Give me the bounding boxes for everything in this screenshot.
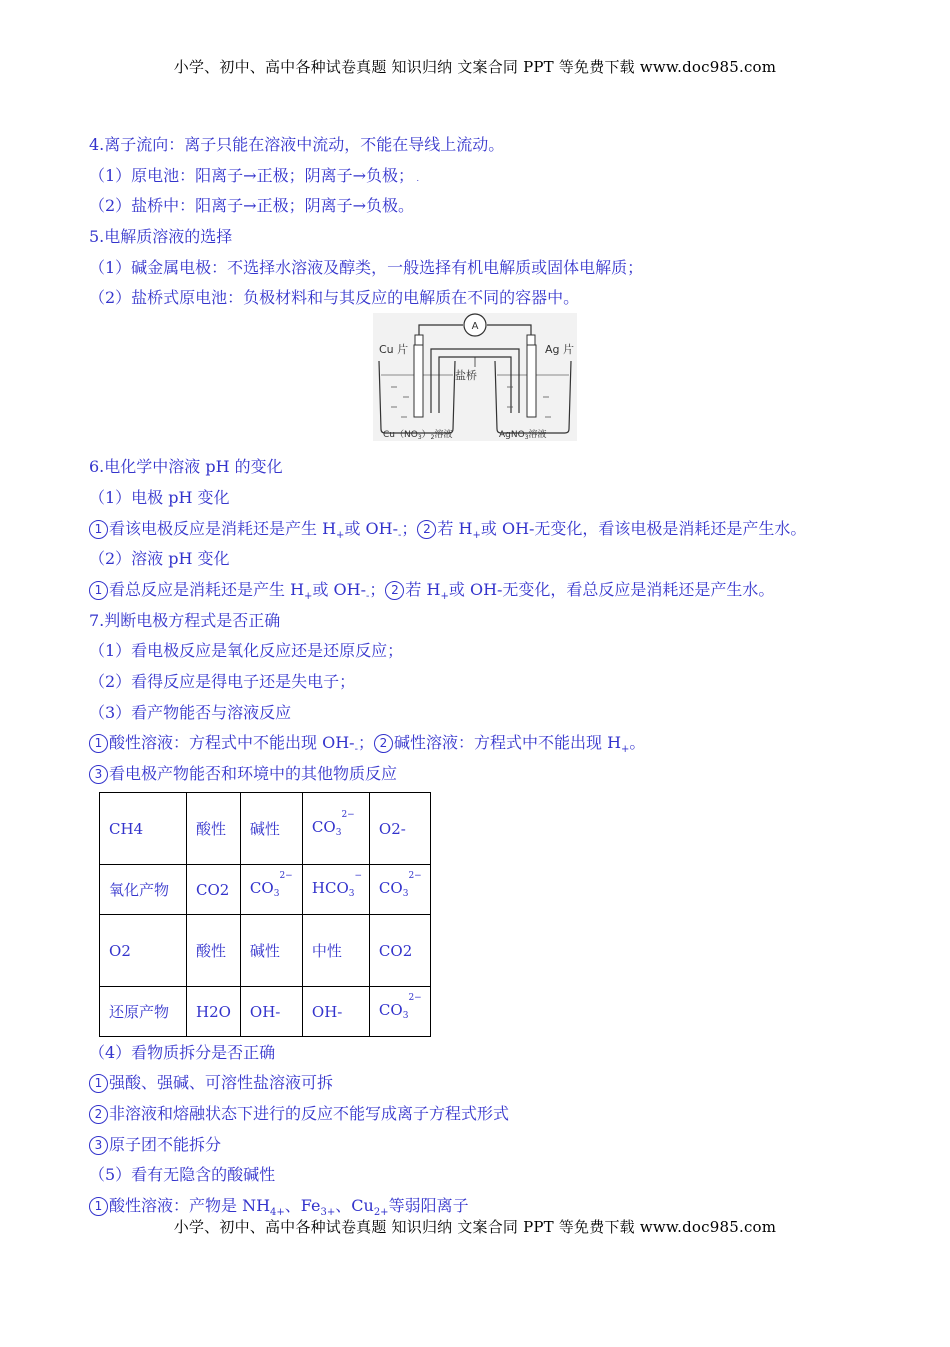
table-cell: 碱性 [240, 915, 302, 987]
table-cell: CO 2− $_3$ [369, 987, 430, 1037]
circled-number: 1 [89, 1074, 108, 1093]
text-line: （2）盐桥式原电池：负极材料和与其反应的电解质在不同的容器中。 [89, 288, 580, 308]
page-footer: 小学、初中、高中各种试卷真题 知识归纳 文案合同 PPT 等免费下载 www.doc985.com [173, 1218, 777, 1236]
circled-number: 2 [417, 520, 436, 539]
table-cell: 氧化产物 [100, 865, 187, 915]
table-cell: 中性 [302, 915, 369, 987]
text-line: （2）溶液 pH 变化 [89, 549, 230, 569]
table-row [100, 987, 431, 1037]
ag-electrode [527, 345, 536, 417]
table-cell: CO2 [187, 865, 241, 915]
circled-number: 1 [89, 581, 108, 600]
circled-number: 1 [89, 520, 108, 539]
text-line: （1）碱金属电极：不选择水溶液及醇类，一般选择有机电解质或固体电解质； [89, 257, 644, 277]
circled-number: 2 [89, 1105, 108, 1124]
galvanic-cell-figure [373, 313, 577, 441]
galvanic-cell-diagram [373, 313, 577, 441]
table-cell: 酸性 [187, 915, 241, 987]
section-6-title: 6.电化学中溶液 pH 的变化 [89, 457, 283, 477]
table-cell: 碱性 [240, 793, 302, 865]
table-cell: HCO − $_3$ [302, 865, 369, 915]
circled-number: 2 [385, 581, 404, 600]
table-cell: H2O [187, 987, 241, 1037]
table-cell: OH- [240, 987, 302, 1037]
text-line: 1 看总反应是消耗还是产生 $H_+$或 $OH-_-$； 2 若 $H_+$或 OH-无变化，看总反应是消耗还是产生水。 [89, 575, 849, 606]
left-electrode-label: Cu 片 [379, 343, 409, 356]
text-line: （3）看产物能否与溶液反应 [89, 702, 292, 722]
table-cell: CO 2− $_3$ [369, 865, 430, 915]
right-solution-label: AgNO$_3$溶液 [499, 430, 547, 441]
circled-number: 3 [89, 1136, 108, 1155]
table-cell: CO 2− $_3$ [302, 793, 369, 865]
ammeter-label: A [471, 321, 479, 332]
table-cell: CH4 [100, 793, 187, 865]
circled-number: 3 [89, 765, 108, 784]
section-5-title: 5.电解质溶液的选择 [89, 227, 233, 247]
text-line: （2）盐桥中：阳离子→正极；阴离子→负极。 [89, 196, 414, 216]
text-line: 1 酸性溶液：产物是 $NH_{4+}$、$Fe_{3+}$、$Cu_{2+}$等弱阳离子 [89, 1191, 849, 1222]
table-cell: O2- [369, 793, 430, 865]
section-7-title: 7.判断电极方程式是否正确 [89, 610, 281, 630]
table-cell: 还原产物 [100, 987, 187, 1037]
text-line: （2）看得反应是得电子还是失电子； [89, 671, 356, 691]
text-line: （1）原电池：阳离子→正极；阴离子→负极； . [89, 165, 420, 185]
table-row [100, 865, 431, 915]
table-cell: CO2 [369, 915, 430, 987]
text-line: 1 强酸、强碱、可溶性盐溶液可拆 [89, 1068, 849, 1099]
text-line: 3 看电极产物能否和环境中的其他物质反应 [89, 759, 849, 790]
circled-number: 1 [89, 734, 108, 753]
left-solution-label: $Cu(NO_3)_2$溶液 [383, 430, 453, 441]
document-body [89, 130, 849, 1222]
table-cell: CO 2− $_3$ [240, 865, 302, 915]
table-row [100, 793, 431, 865]
text-line: 2 非溶液和熔融状态下进行的反应不能写成离子方程式形式 [89, 1099, 849, 1130]
salt-bridge-label: 盐桥 [455, 369, 477, 382]
circled-number: 1 [89, 1197, 108, 1216]
text-line: （1）看电极反应是氧化反应还是还原反应； [89, 641, 404, 661]
text-line: 1 酸性溶液：方程式中不能出现 $OH-_-$； 2 碱性溶液：方程式中不能出现 $H_+$。 [89, 728, 849, 759]
table-cell: OH- [302, 987, 369, 1037]
table-cell: O2 [100, 915, 187, 987]
text-line: 1 看该电极反应是消耗还是产生 $H_+$或 $OH-_-$； 2 若 $H_+$或 OH-无变化，看该电极是消耗还是产生水。 [89, 514, 849, 545]
products-table [99, 792, 431, 1037]
page-header: 小学、初中、高中各种试卷真题 知识归纳 文案合同 PPT 等免费下载 www.doc985.com [173, 58, 777, 76]
text-line: 3 原子团不能拆分 [89, 1130, 849, 1161]
right-electrode-label: Ag 片 [545, 343, 575, 356]
section-4-title: 4.离子流向：离子只能在溶液中流动，不能在导线上流动。 [89, 135, 505, 154]
table-row [100, 915, 431, 987]
text-line: （5）看有无隐含的酸碱性 [89, 1165, 276, 1185]
circled-number: 2 [374, 734, 393, 753]
cu-electrode [414, 345, 423, 417]
text-line: （1）电极 pH 变化 [89, 487, 230, 507]
table-cell: 酸性 [187, 793, 241, 865]
text-line: （4）看物质拆分是否正确 [89, 1042, 276, 1062]
